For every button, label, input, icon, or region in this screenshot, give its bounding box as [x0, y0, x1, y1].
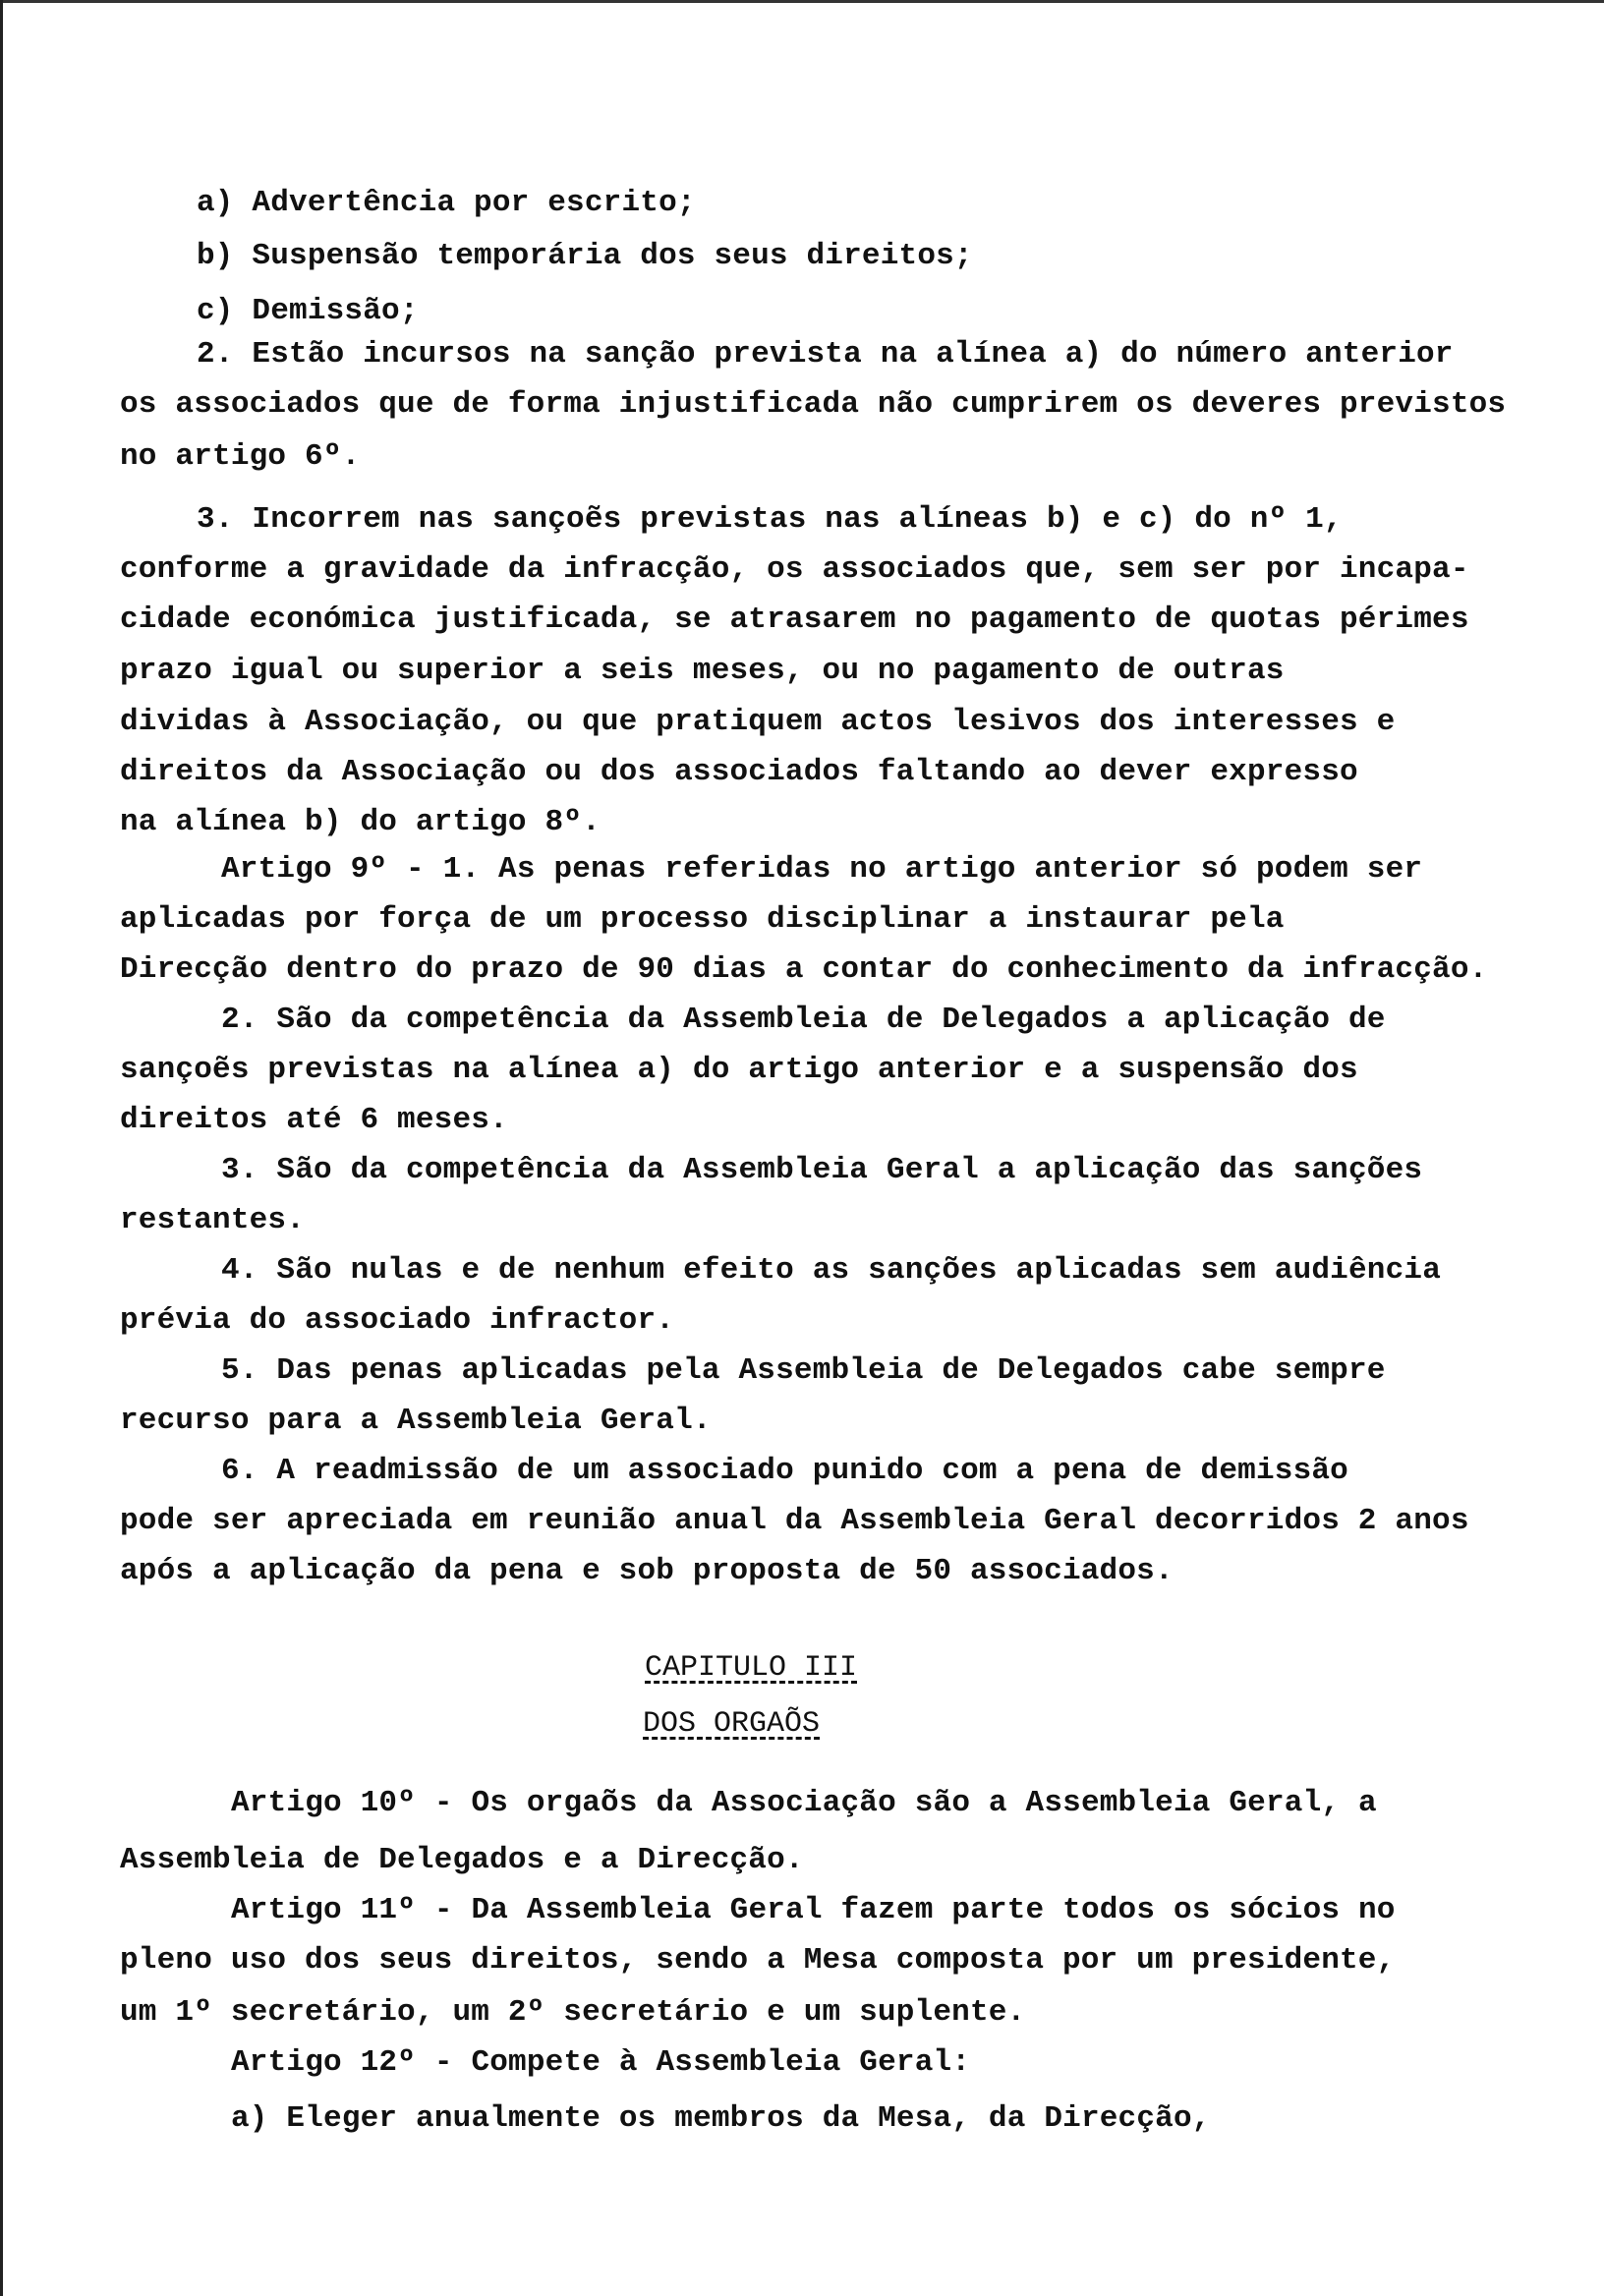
text-line: um 1º secretário, um 2º secretário e um suplente.	[120, 1995, 1026, 2030]
text-line: aplicadas por força de um processo disciplinar a instaurar pela	[120, 902, 1285, 937]
text-line: Artigo 10º - Os orgaõs da Associação são a Assembleia Geral, a	[231, 1786, 1377, 1820]
text-line: 3. Incorrem nas sançoẽs previstas nas alíneas b) e c) do nº 1,	[197, 502, 1343, 537]
scan-left-edge	[0, 0, 3, 2296]
text-line: Assembleia de Delegados e a Direcção.	[120, 1843, 804, 1877]
text-line: c) Demissão;	[197, 294, 419, 328]
chapter-title: DOS ORGAÕS	[643, 1707, 821, 1741]
text-line: Artigo 9º - 1. As penas referidas no artigo anterior só podem ser	[221, 852, 1423, 887]
text-line: cidade económica justificada, se atrasarem no pagamento de quotas périmes	[120, 603, 1469, 637]
text-line: prévia do associado infractor.	[120, 1303, 675, 1338]
text-line: Artigo 12º - Compete à Assembleia Geral:	[231, 2045, 971, 2080]
text-line: restantes.	[120, 1203, 306, 1237]
text-line: 4. São nulas e de nenhum efeito as sanções aplicadas sem audiência	[221, 1253, 1441, 1288]
text-line: a) Advertência por escrito;	[197, 186, 696, 220]
text-line: pode ser apreciada em reunião anual da Assembleia Geral decorridos 2 anos	[120, 1504, 1469, 1538]
text-line: direitos da Associação ou dos associados faltando ao dever expresso	[120, 755, 1358, 789]
text-line: Artigo 11º - Da Assembleia Geral fazem parte todos os sócios no	[231, 1893, 1396, 1927]
text-line: 2. Estão incursos na sanção prevista na alínea a) do número anterior	[197, 337, 1454, 372]
text-line: 5. Das penas aplicadas pela Assembleia de Delegados cabe sempre	[221, 1353, 1386, 1388]
scan-top-edge	[0, 0, 1604, 3]
text-line: no artigo 6º.	[120, 439, 361, 474]
text-line: Direcção dentro do prazo de 90 dias a contar do conhecimento da infracção.	[120, 952, 1488, 987]
text-line: os associados que de forma injustificada não cumprirem os deveres previstos	[120, 387, 1507, 422]
text-line: pleno uso dos seus direitos, sendo a Mesa composta por um presidente,	[120, 1943, 1396, 1978]
chapter-number: CAPITULO III	[645, 1651, 858, 1685]
text-line: recurso para a Assembleia Geral.	[120, 1404, 712, 1438]
text-line: 3. São da competência da Assembleia Geral a aplicação das sanções	[221, 1153, 1423, 1187]
text-line: direitos até 6 meses.	[120, 1103, 508, 1137]
text-line: na alínea b) do artigo 8º.	[120, 805, 601, 839]
text-line: conforme a gravidade da infracção, os associados que, sem ser por incapa-	[120, 552, 1469, 587]
text-line: b) Suspensão temporária dos seus direitos;	[197, 239, 973, 273]
text-line: dividas à Associação, ou que pratiquem actos lesivos dos interesses e	[120, 705, 1396, 739]
text-line: após a aplicação da pena e sob proposta de 50 associados.	[120, 1554, 1174, 1588]
text-line: sançoẽs previstas na alínea a) do artigo anterior e a suspensão dos	[120, 1053, 1358, 1087]
text-line: 6. A readmissão de um associado punido com a pena de demissão	[221, 1454, 1348, 1488]
text-line: 2. São da competência da Assembleia de Delegados a aplicação de	[221, 1003, 1386, 1037]
text-line: prazo igual ou superior a seis meses, ou no pagamento de outras	[120, 654, 1285, 688]
text-line: a) Eleger anualmente os membros da Mesa, da Direcção,	[231, 2101, 1211, 2136]
